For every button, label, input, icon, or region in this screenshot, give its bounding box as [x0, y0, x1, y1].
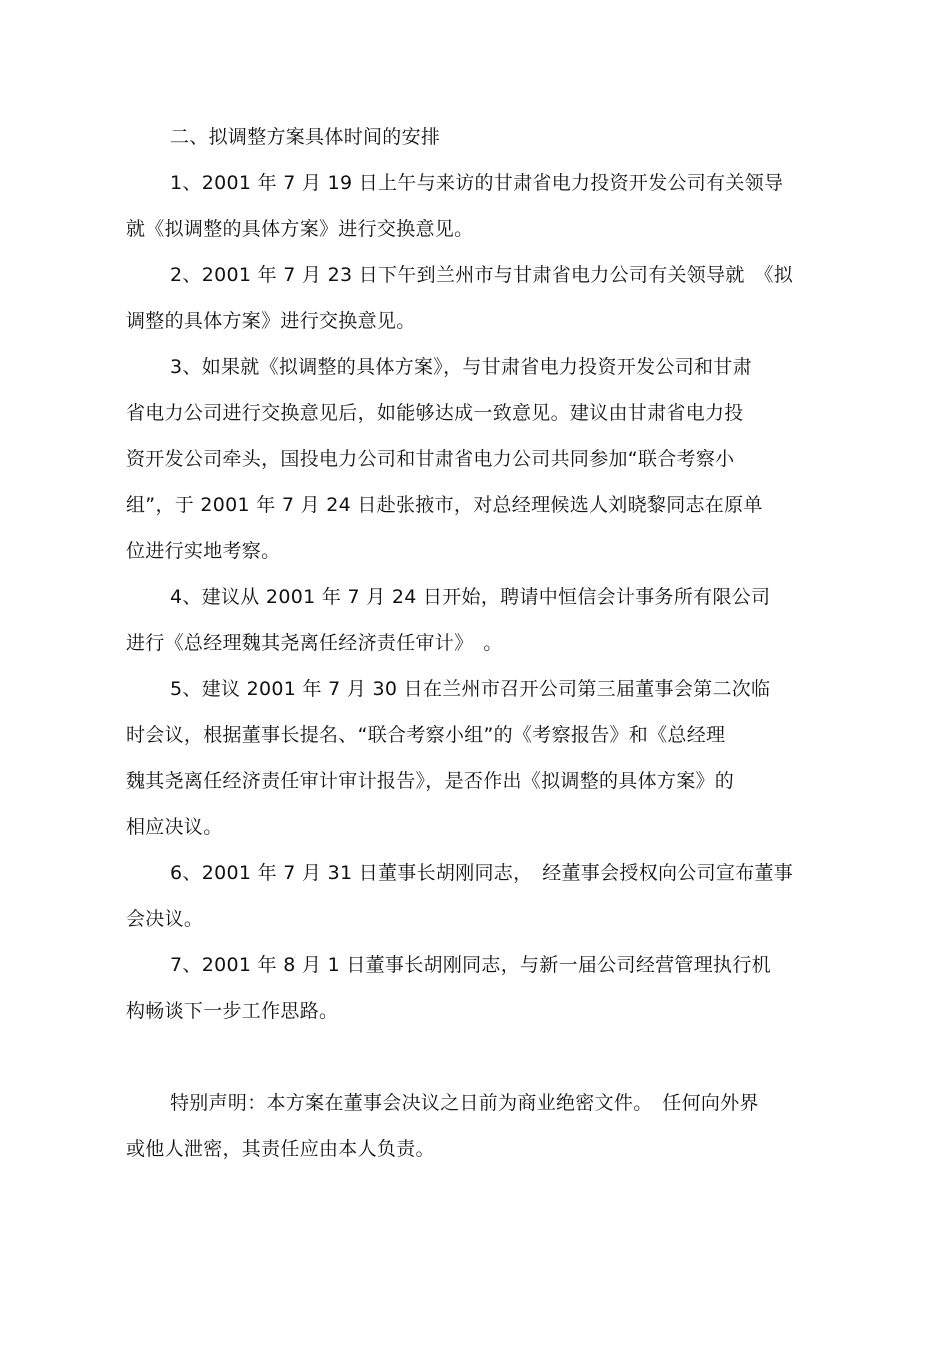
item-3-line-2: 省电力公司进行交换意见后，如能够达成一致意见。建议由甘肃省电力投	[126, 402, 744, 424]
item-2-line-1: 2、2001 年 7 月 23 日下午到兰州市与甘肃省电力公司有关领导就 《拟	[170, 264, 794, 286]
item-3-line-5: 位进行实地考察。	[126, 540, 281, 562]
item-7-line-2: 构畅谈下一步工作思路。	[126, 1000, 339, 1022]
notice-line-2: 或他人泄密，其责任应由本人负责。	[126, 1138, 435, 1160]
item-6-line-2: 会决议。	[126, 908, 204, 930]
item-5-line-1: 5、建议 2001 年 7 月 30 日在兰州市召开公司第三届董事会第二次临	[170, 678, 771, 700]
item-6-line-1: 6、2001 年 7 月 31 日董事长胡刚同志， 经董事会授权向公司宣布董事	[170, 862, 794, 884]
notice-line-1: 特别声明：本方案在董事会决议之日前为商业绝密文件。 任何向外界	[170, 1092, 759, 1114]
item-3-line-1: 3、如果就《拟调整的具体方案》，与甘肃省电力投资开发公司和甘肃	[170, 356, 752, 378]
item-1-line-2: 就《拟调整的具体方案》进行交换意见。	[126, 218, 474, 240]
item-3-line-3: 资开发公司牵头，国投电力公司和甘肃省电力公司共同参加“联合考察小	[126, 448, 735, 470]
item-3-line-4: 组”，于 2001 年 7 月 24 日赴张掖市，对总经理候选人刘晓黎同志在原单	[126, 494, 763, 516]
item-5-line-3: 魏其尧离任经济责任审计审计报告》，是否作出《拟调整的具体方案》的	[126, 770, 735, 792]
item-4-line-2: 进行《总经理魏其尧离任经济责任审计》 。	[126, 632, 503, 654]
item-7-line-1: 7、2001 年 8 月 1 日董事长胡刚同志，与新一届公司经营管理执行机	[170, 954, 771, 976]
item-5-line-4: 相应决议。	[126, 816, 223, 838]
item-5-line-2: 时会议，根据董事长提名、“联合考察小组”的《考察报告》和《总经理	[126, 724, 726, 746]
item-2-line-2: 调整的具体方案》进行交换意见。	[126, 310, 416, 332]
item-1-line-1: 1、2001 年 7 月 19 日上午与来访的甘肃省电力投资开发公司有关领导	[170, 172, 784, 194]
item-4-line-1: 4、建议从 2001 年 7 月 24 日开始，聘请中恒信会计事务所有限公司	[170, 586, 771, 608]
section-heading: 二、拟调整方案具体时间的安排	[170, 126, 441, 148]
